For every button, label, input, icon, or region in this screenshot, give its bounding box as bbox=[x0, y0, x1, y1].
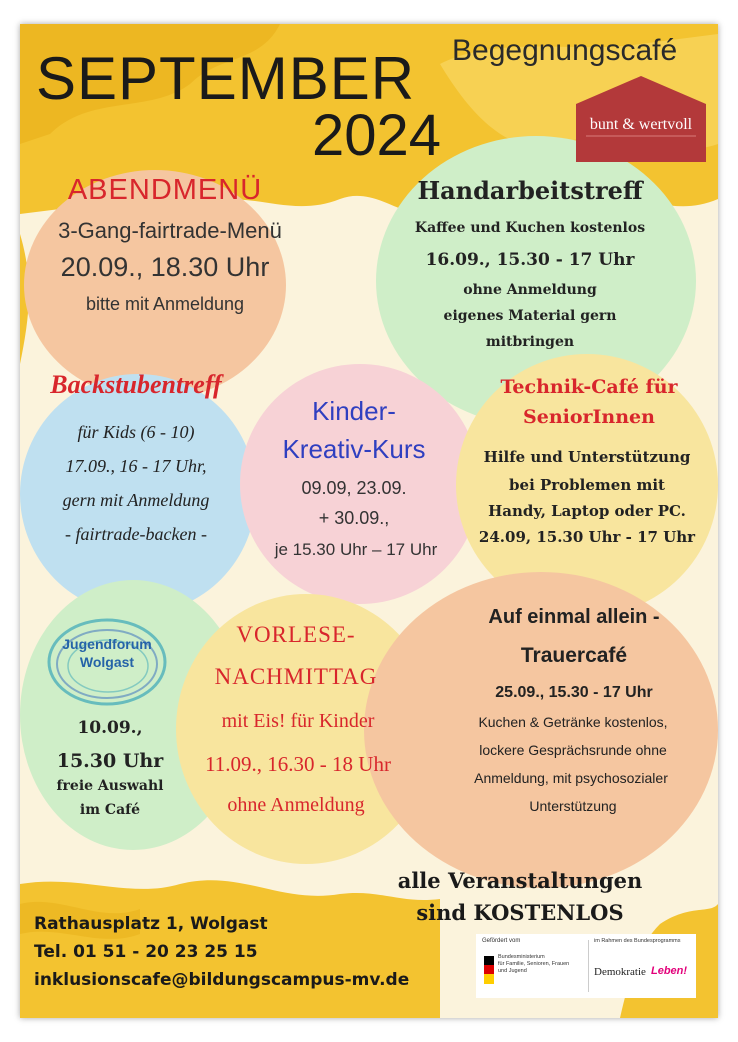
ministry-line1: Bundesministerium bbox=[498, 954, 545, 960]
jugend-line3: freie Auswahl bbox=[56, 778, 164, 794]
technik-line4: 24.09, 15.30 Uhr - 17 Uhr bbox=[478, 528, 696, 546]
handarbeit-line1: Kaffee und Kuchen kostenlos bbox=[414, 220, 646, 236]
free-line2: sind KOSTENLOS bbox=[416, 900, 624, 925]
trauer-title1: Auf einmal allein - bbox=[488, 606, 660, 628]
backstube-line1: für Kids (6 - 10) bbox=[77, 422, 195, 442]
kinder-line1: 09.09, 23.09. bbox=[301, 478, 407, 498]
vorlese-line3: ohne Anmeldung bbox=[227, 794, 365, 816]
federal-eagle-icon bbox=[484, 956, 494, 984]
jugend-line4: im Café bbox=[79, 802, 141, 818]
year-title: 2024 bbox=[312, 103, 442, 168]
ministry-line3: und Jugend bbox=[498, 968, 527, 974]
program-name-b: Leben! bbox=[651, 965, 688, 977]
trauer-title2: Trauercafé bbox=[520, 644, 628, 667]
vorlese-title2: NACHMITTAG bbox=[214, 664, 378, 689]
poster bbox=[20, 24, 718, 1018]
free-line1: alle Veranstaltungen bbox=[397, 868, 643, 893]
handarbeit-line4: eigenes Material gern bbox=[443, 308, 617, 324]
trauer-date: 25.09., 15.30 - 17 Uhr bbox=[495, 684, 653, 701]
backstube-line3: gern mit Anmeldung bbox=[62, 490, 210, 510]
jugend-date: 10.09., bbox=[77, 718, 143, 738]
month-title: SEPTEMBER bbox=[36, 45, 416, 112]
vorlese-title1: VORLESE- bbox=[236, 622, 356, 647]
ministry-line2: für Familie, Senioren, Frauen bbox=[498, 961, 570, 967]
phone: Tel. 01 51 - 20 23 25 15 bbox=[34, 942, 258, 962]
technik-line2: bei Problemen mit bbox=[509, 476, 665, 494]
program-name-a: Demokratie bbox=[594, 966, 646, 978]
trauer-line5: Unterstützung bbox=[529, 798, 617, 814]
sponsor-box bbox=[476, 934, 696, 998]
abendmenu-line3: bitte mit Anmeldung bbox=[85, 294, 245, 314]
vorlese-line1: mit Eis! für Kinder bbox=[221, 710, 375, 732]
abendmenu-line1: 3-Gang-fairtrade-Menü bbox=[58, 218, 282, 243]
technik-line1: Hilfe und Unterstützung bbox=[483, 448, 691, 466]
trauer-line4: Anmeldung, mit psychosozialer bbox=[474, 770, 668, 786]
backstube-line4: - fairtrade-backen - bbox=[65, 524, 207, 544]
handarbeit-date: 16.09., 15.30 - 17 Uhr bbox=[425, 250, 635, 270]
technik-line3: Handy, Laptop oder PC. bbox=[488, 502, 686, 520]
program-note: im Rahmen des Bundesprogramms bbox=[594, 938, 681, 944]
handarbeit-line3: ohne Anmeldung bbox=[463, 282, 597, 298]
email: inklusionscafe@bildungscampus-mv.de bbox=[34, 970, 410, 990]
technik-title2: SeniorInnen bbox=[523, 406, 655, 428]
kinder-title1: Kinder- bbox=[312, 396, 396, 426]
kinder-title2: Kreativ-Kurs bbox=[282, 434, 426, 464]
handarbeit-title: Handarbeitstreff bbox=[417, 176, 643, 205]
jugendforum-logo-text2: Wolgast bbox=[79, 654, 135, 670]
sponsor-divider bbox=[588, 940, 589, 992]
address: Rathausplatz 1, Wolgast bbox=[34, 914, 268, 934]
jugend-time: 15.30 Uhr bbox=[56, 750, 164, 772]
abendmenu-title: ABENDMENÜ bbox=[67, 174, 263, 206]
kinder-line3: je 15.30 Uhr – 17 Uhr bbox=[274, 540, 438, 559]
brand-name: Begegnungscafé bbox=[452, 34, 678, 67]
technik-title1: Technik-Café für bbox=[500, 376, 678, 398]
abendmenu-date: 20.09., 18.30 Uhr bbox=[60, 252, 270, 282]
vorlese-date: 11.09., 16.30 - 18 Uhr bbox=[205, 752, 391, 776]
handarbeit-line5: mitbringen bbox=[485, 334, 575, 350]
backstube-date: 17.09., 16 - 17 Uhr, bbox=[65, 456, 207, 476]
jugendforum-logo-text1: Jugendforum bbox=[62, 636, 152, 652]
brand-badge-text: bunt & wertvoll bbox=[589, 116, 693, 133]
trauer-line2: Kuchen & Getränke kostenlos, bbox=[478, 714, 668, 730]
kinder-line2: + 30.09., bbox=[318, 508, 390, 528]
funded-by-label: Gefördert vom bbox=[482, 938, 521, 944]
backstube-title: Backstubentreff bbox=[50, 370, 222, 399]
trauer-line3: lockere Gesprächsrunde ohne bbox=[479, 742, 667, 758]
